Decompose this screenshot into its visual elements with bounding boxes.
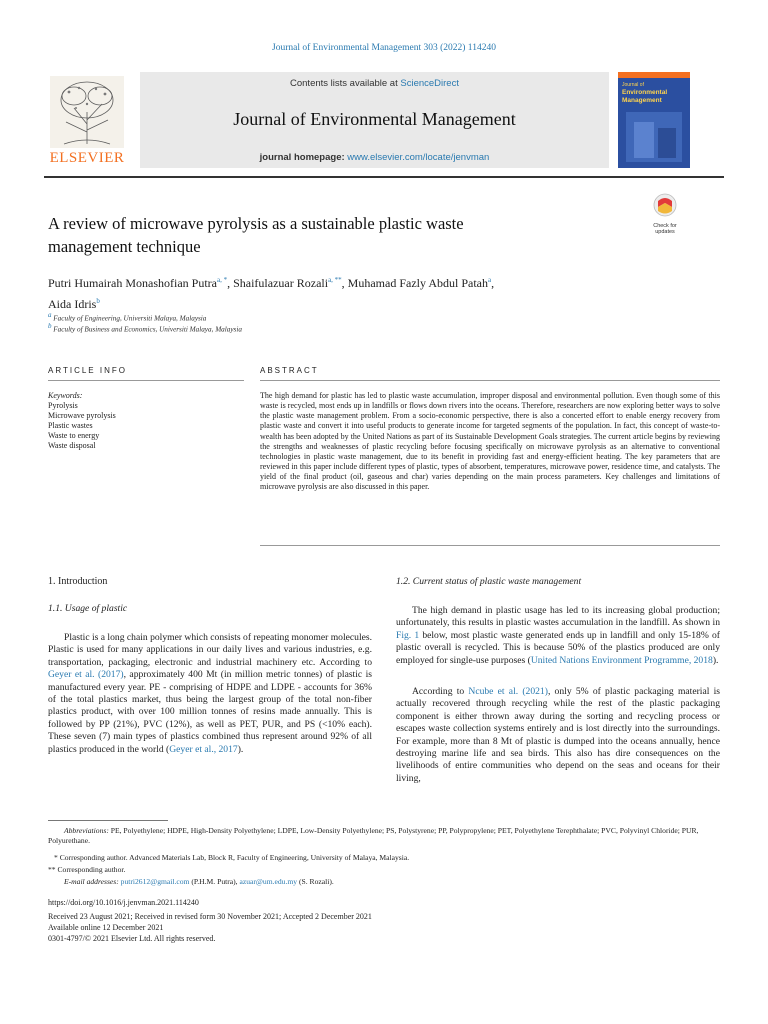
affiliation-text: Faculty of Business and Economics, Universiti Malaya, Malaysia [53, 325, 242, 334]
reference-link[interactable]: Geyer et al., 2017 [169, 743, 238, 755]
affiliation-mark: a [48, 311, 52, 319]
doi-link[interactable]: https://doi.org/10.1016/j.jenvman.2021.114240 [48, 898, 199, 907]
author-separator: , [341, 276, 348, 290]
paragraph-text: , only 5% of plastic packaging material is actually recovered through recycling while the rest of the plastic packaging component is either thrown away during the sorting and recycling process or escapes waste collection systems entirely and is lost directly into the surroundings. For example, more than 8 Mt of plastic is dumped into the oceans annually, hence destroying marine life and sea birds. This also has dire consequences on the livelihoods of entire communities who depend on the seas and oceans for their living, [396, 686, 720, 784]
abbreviations-label: Abbreviations: [64, 826, 109, 835]
reference-link[interactable]: Ncube et al. (2021) [468, 686, 548, 697]
paragraph-text: ). [237, 743, 244, 755]
contents-prefix: Contents lists available at [290, 78, 401, 89]
reference-link[interactable]: United Nations Environment Programme, 2018 [530, 654, 713, 666]
current-status-heading: 1.2. Current status of plastic waste management [396, 576, 582, 587]
author-affiliation-mark[interactable]: a, ** [328, 276, 342, 284]
homepage-prefix: journal homepage: [259, 152, 348, 163]
keyword-item: Waste disposal [48, 441, 96, 450]
footnote-rule [48, 820, 168, 821]
cover-line1: Journal of [622, 82, 644, 88]
abbreviations-text: PE, Polyethylene; HDPE, High-Density Polyethylene; LDPE, Low-Density Polyethylene; PS, Polystyrene; PP, Polypropylene; PET, Polyethylene Terephthalate; PVC, Polyvinyl Chloride; PUR, Polyurethane. [48, 826, 699, 846]
journal-citation[interactable]: Journal of Environmental Management 303 (2022) 114240 [272, 43, 496, 53]
cover-line3: Management [622, 97, 662, 104]
email-link[interactable]: putri2612@gmail.com [120, 877, 190, 886]
cover-line2: Environmental [622, 89, 668, 96]
available-online: Available online 12 December 2021 [48, 923, 164, 932]
abstract-rule [260, 380, 720, 381]
author-affiliation-mark[interactable]: a [488, 276, 492, 284]
check-for-updates-badge[interactable] [645, 192, 685, 235]
paragraph-text: below, most plastic waste generated ends up in landfill and only 15-18% of plastic overall is recycled. This is because 50% of the plastics produced are only employed for single-use purposes ( [396, 629, 720, 666]
journal-cover-image[interactable] [618, 72, 690, 168]
author-name[interactable]: Muhamad Fazly Abdul Patah [347, 276, 488, 290]
keywords-block [48, 391, 228, 451]
author-name[interactable]: Aida Idris [48, 297, 97, 311]
recovery-paragraph [396, 686, 720, 785]
article-title [48, 212, 628, 258]
paragraph-text: According to [412, 686, 469, 697]
email-link[interactable]: azuar@um.edu.my [239, 877, 298, 886]
article-info-heading: ARTICLE INFO [48, 366, 127, 375]
email-label: E-mail addresses: [64, 877, 119, 886]
copyright-line: 0301-4797/© 2021 Elsevier Ltd. All rights reserved. [48, 934, 216, 943]
title-line-2: management technique [48, 237, 201, 256]
corresponding-author-1: * Corresponding author. Advanced Materials Lab, Block R, Faculty of Engineering, University of Malaya, Malaysia. [54, 853, 410, 862]
email-owner: (P.H.M. Putra), [189, 877, 240, 886]
crossmark-line1: Check for [653, 223, 677, 229]
usage-of-plastic-heading: 1.1. Usage of plastic [48, 603, 128, 614]
affiliation-b [48, 322, 242, 333]
introduction-heading: 1. Introduction [48, 576, 108, 587]
email-addresses [48, 877, 736, 887]
paragraph-text: ). [712, 654, 719, 666]
homepage-link[interactable]: www.elsevier.com/locate/jenvman [347, 152, 490, 163]
email-owner: (S. Rozali). [297, 877, 334, 886]
keyword-item: Pyrolysis [48, 401, 78, 410]
reference-link[interactable]: Geyer et al. (2017) [48, 669, 124, 681]
abbreviations-footnote [48, 826, 720, 846]
abstract-end-rule [260, 545, 720, 546]
author-separator: , [491, 276, 495, 290]
corresponding-author-2: ** Corresponding author. [48, 865, 126, 874]
paragraph-text: , approximately 400 Mt (in million metric tonnes) of plastic is manufactured every year. PE - comprising of HDPE and LDPE - accounts for 36% of the total plastics market, thus being the largest group of the total non-fiber plastics product, with over 100 million tonnes of resins made annually. This is followed by PP (21%), PVC (12%), as well as PET, PUR, and PS (<10% each). These seven (7) main types of plastics combined thus represent around 92% of all plastics produced in the world ( [48, 669, 372, 755]
title-line-1: A review of microwave pyrolysis as a sustainable plastic waste [48, 214, 464, 233]
abstract-heading: ABSTRACT [260, 366, 319, 375]
masthead-rule [44, 176, 724, 178]
journal-homepage [140, 152, 609, 163]
paragraph-text: The high demand in plastic usage has led to its increasing global production; unfortunately, this results in plastic wastes accumulation in the landfill. As shown in [396, 605, 720, 629]
author-affiliation-mark[interactable]: a, * [216, 276, 228, 284]
journal-title: Journal of Environmental Management [233, 109, 516, 129]
keyword-item: Plastic wastes [48, 421, 93, 430]
journal-masthead [140, 72, 609, 168]
article-info-rule [48, 380, 244, 381]
abstract-text: The high demand for plastic has led to plastic waste accumulation, improper disposal and environmental pollution. Even though some of this waste is recycled, most ends up in landfills or flows down rivers into the oceans. Therefore, researchers are now exploring better ways to solve the plastic waste management problem. From a socio-economic perspective, there is also a concerted effort to enable energy recovery from plastic waste and convert it into useful products to generate income for targeted segments of the population. In fact, this concept of waste-to-wealth has been adopted by the United Nations as part of its Sustainable Development Goals strategies. The current article begins by reviewing the strengths and weaknesses of plastic recycling before focusing specifically on microwave pyrolysis as an alternative to conventional technologies in plastic waste management, due to its benefit in providing fast and energy-efficient heating. The key parameters that are reviewed in this paper include different types of plastic, types of absorbent, temperatures, microwave power, residence time, and catalysts. The yield of the final product (oil, gaseous and char) varies depending on the main process parameters. Key challenges and limitations of microwave pyrolysis are also discussed in this paper. [260, 391, 720, 492]
figure-link[interactable]: Fig. 1 [396, 629, 420, 641]
keyword-item: Waste to energy [48, 431, 100, 440]
affiliation-mark: b [48, 322, 52, 330]
keyword-item: Microwave pyrolysis [48, 411, 116, 420]
author-name[interactable]: Putri Humairah Monashofian Putra [48, 276, 217, 290]
author-separator: , [227, 276, 234, 290]
keywords-label: Keywords: [48, 391, 83, 400]
usage-paragraph [48, 632, 372, 756]
sciencedirect-link[interactable]: ScienceDirect [400, 78, 459, 89]
author-list [48, 271, 668, 313]
author-affiliation-mark[interactable]: b [96, 297, 100, 305]
current-status-paragraph [396, 605, 720, 667]
affiliation-text: Faculty of Engineering, Universiti Malaya, Malaysia [53, 314, 207, 323]
crossmark-line2: updates [655, 229, 675, 235]
received-dates: Received 23 August 2021; Received in revised form 30 November 2021; Accepted 2 December 2021 [48, 912, 372, 921]
author-name[interactable]: Shaifulazuar Rozali [233, 276, 329, 290]
crossmark-icon [645, 192, 685, 218]
affiliation-a [48, 311, 206, 322]
contents-line [140, 78, 609, 89]
paragraph-text: Plastic is a long chain polymer which consists of repeating monomer molecules. Plastic is used for many applications in our daily lives and various industries, e.g. transportation, packaging, electronic and industrial machinery etc. According to [48, 632, 372, 668]
publisher-wordmark: ELSEVIER [49, 150, 125, 166]
